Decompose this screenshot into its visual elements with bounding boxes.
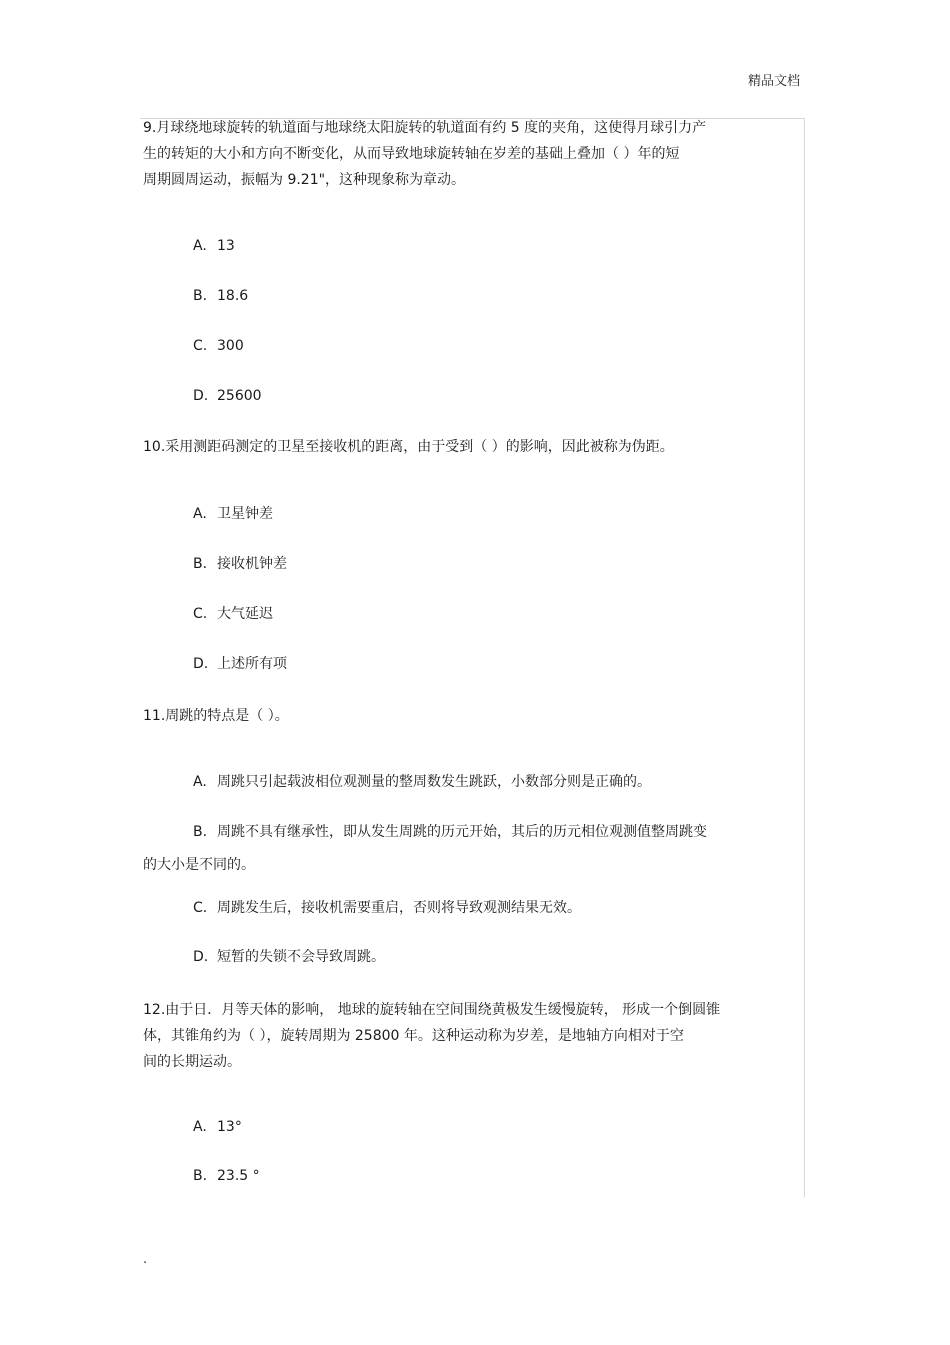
footer-mark: . bbox=[143, 1252, 148, 1267]
option-text: 周跳不具有继承性，即从发生周跳的历元开始，其后的历元相位观测值整周跳变 bbox=[217, 824, 707, 840]
option-12a[interactable] bbox=[193, 1117, 242, 1137]
option-text: 25600 bbox=[217, 388, 262, 404]
option-letter: D. bbox=[193, 949, 209, 965]
option-letter: A. bbox=[193, 774, 207, 790]
question-line: 采用测距码测定的卫星至接收机的距离，由于受到（ ）的影响，因此被称为伪距。 bbox=[165, 439, 674, 455]
option-10a[interactable] bbox=[193, 504, 273, 524]
option-letter: B. bbox=[193, 1168, 208, 1184]
option-letter: A. bbox=[193, 1119, 207, 1135]
question-12-line-2: 体，其锥角约为（ ），旋转周期为 25800 年。这种运动称为岁差，是地轴方向相对于空 bbox=[143, 1028, 684, 1044]
option-letter: A. bbox=[193, 238, 207, 254]
option-text: 13° bbox=[217, 1119, 242, 1135]
question-11-line-1 bbox=[143, 703, 289, 729]
question-number: 11. bbox=[143, 708, 166, 724]
question-9-text bbox=[143, 115, 706, 193]
question-9-line-1 bbox=[143, 115, 706, 141]
option-text: 13 bbox=[217, 238, 235, 254]
option-text: 18.6 bbox=[217, 288, 249, 304]
option-11a[interactable] bbox=[193, 772, 651, 792]
option-text: 300 bbox=[217, 338, 244, 354]
question-12-line-1 bbox=[143, 997, 720, 1023]
option-11d[interactable] bbox=[193, 947, 385, 967]
option-10b[interactable] bbox=[193, 554, 287, 574]
question-9-line-3: 周期圆周运动，振幅为 9.21"，这种现象称为章动。 bbox=[143, 172, 466, 188]
option-text: 周跳发生后，接收机需要重启，否则将导致观测结果无效。 bbox=[217, 900, 581, 916]
question-10-line-1 bbox=[143, 434, 674, 460]
option-text: 大气延迟 bbox=[217, 606, 273, 622]
option-letter: B. bbox=[193, 556, 208, 572]
option-text: 上述所有项 bbox=[217, 656, 287, 672]
question-line: 周跳的特点是（ ）。 bbox=[165, 708, 289, 724]
question-9-line-2: 生的转矩的大小和方向不断变化，从而导致地球旋转轴在岁差的基础上叠加（ ）年的短 bbox=[143, 146, 680, 162]
option-letter: C. bbox=[193, 338, 208, 354]
question-number: 10. bbox=[143, 439, 166, 455]
option-11c[interactable] bbox=[193, 898, 581, 918]
option-9d[interactable] bbox=[193, 386, 262, 406]
option-text: 接收机钟差 bbox=[217, 556, 287, 572]
question-number: 12. bbox=[143, 1002, 166, 1018]
option-10d[interactable] bbox=[193, 654, 287, 674]
option-letter: A. bbox=[193, 506, 207, 522]
option-text: 短暂的失锁不会导致周跳。 bbox=[217, 949, 385, 965]
option-letter: B. bbox=[193, 288, 208, 304]
option-9a[interactable] bbox=[193, 236, 235, 256]
question-line: 月球绕地球旋转的轨道面与地球绕太阳旋转的轨道面有约 5 度的夹角，这使得月球引力产 bbox=[156, 120, 707, 136]
option-text: 23.5 ° bbox=[217, 1168, 260, 1184]
option-letter: C. bbox=[193, 900, 208, 916]
option-text: 卫星钟差 bbox=[217, 506, 273, 522]
question-line: 由于日．月等天体的影响， 地球的旋转轴在空间围绕黄极发生缓慢旋转， 形成一个倒圆锥 bbox=[165, 1002, 721, 1018]
option-10c[interactable] bbox=[193, 604, 273, 624]
question-12-text bbox=[143, 997, 720, 1075]
option-letter: C. bbox=[193, 606, 208, 622]
question-11-text bbox=[143, 703, 289, 729]
option-9c[interactable] bbox=[193, 336, 244, 356]
question-number: 9. bbox=[143, 120, 157, 136]
question-10-text bbox=[143, 434, 674, 460]
option-letter: D. bbox=[193, 388, 209, 404]
option-11b[interactable] bbox=[193, 822, 707, 842]
option-12b[interactable] bbox=[193, 1166, 260, 1186]
option-letter: B. bbox=[193, 824, 208, 840]
option-11b-continuation: 的大小是不同的。 bbox=[143, 857, 255, 873]
option-text: 周跳只引起载波相位观测量的整周数发生跳跃，小数部分则是正确的。 bbox=[217, 774, 651, 790]
question-12-line-3: 间的长期运动。 bbox=[143, 1054, 241, 1070]
option-9b[interactable] bbox=[193, 286, 248, 306]
header-label: 精品文档 bbox=[748, 74, 801, 89]
option-letter: D. bbox=[193, 656, 209, 672]
